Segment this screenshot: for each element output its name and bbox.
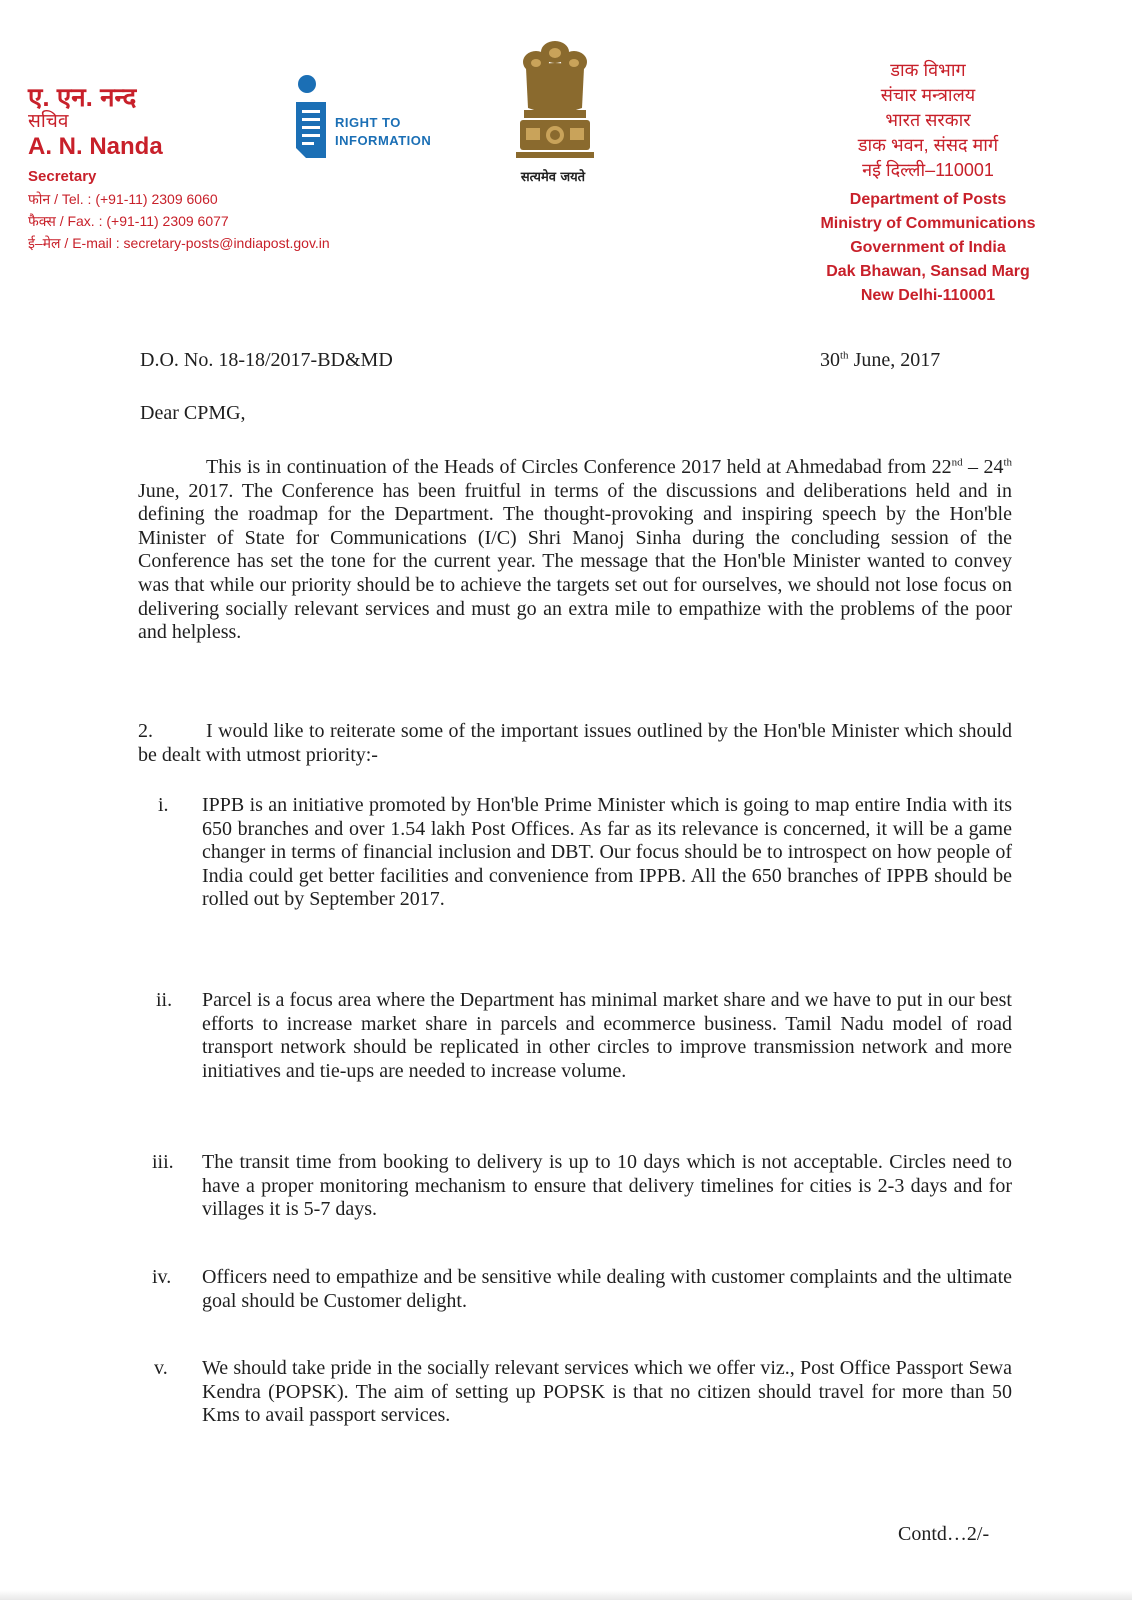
list-item-text: Officers need to empathize and be sensitive while dealing with customer complaints and the ultimate goal should be Customer delight. [202,1266,1012,1312]
list-item-text: We should take pride in the socially relevant services which we offer viz., Post Office Passport Sewa Kendra (POPSK). The aim of setting up POPSK is that no citizen should travel for more than 50 Kms to avail passport services. [202,1357,1012,1427]
dept-english-line-5: New Delhi-110001 [860,287,996,304]
list-item-text: Parcel is a focus area where the Department has minimal market share and we have to put in our best efforts to increase market share in parcels and ecommerce business. Tamil Nadu model of road transport network should be replicated in other circles to improve transmission network and more initiatives and tie-ups are needed to increase volume. [202,989,1012,1082]
list-item-number: ii. [156,989,173,1011]
date-suffix: th [840,349,849,362]
emblem-motto: सत्यमेव जयते [520,170,586,185]
rti-logo-text [335,114,431,150]
list-item-text: IPPB is an initiative promoted by Hon'ble Prime Minister which is going to map entire India with its 650 branches and over 1.54 lakh Post Offices. As far as its relevance is concerned, it will be a game changer in terms of financial inclusion and DBT. Our focus should be to introspect on how people of India could get better facilities and convenience from IPPB. All the 650 branches of IPPB should be rolled out by September 2017. [202,794,1012,911]
dept-hindi-line-3: भारत सरकार [885,110,971,130]
list-item [140,1357,1012,1428]
date-rest: June, 2017 [848,349,941,371]
para1-b: – 24 [962,456,1004,478]
list-item-number: iii. [152,1151,174,1173]
continued-marker: Contd…2/- [898,1523,990,1545]
dept-hindi-line-4: डाक भवन, संसद मार्ग [857,135,999,155]
dept-english-line-1: Department of Posts [849,191,1007,208]
scan-edge [0,1590,1132,1600]
rti-line-1: RIGHT TO [335,115,401,130]
dept-hindi-line-2: संचार मन्त्रालय [880,85,976,105]
sender-hindi-name: ए. एन. नन्द [28,82,137,112]
sender-hindi-title: सचिव [28,111,69,132]
sender-name: A. N. Nanda [28,133,163,160]
para2-number: 2. [138,720,153,742]
sender-phone: फोन / Tel. : (+91-11) 2309 6060 [28,191,218,207]
list-item-number: iv. [152,1266,172,1288]
sender-fax: फैक्स / Fax. : (+91-11) 2309 6077 [28,213,229,229]
list-item-number: v. [154,1357,168,1379]
sender-email: ई–मेल / E-mail : secretary-posts@indiapost.gov.in [28,235,330,251]
para1-sup2: th [1003,456,1012,469]
dept-hindi-line-1: डाक विभाग [890,60,966,80]
salutation: Dear CPMG, [140,402,246,424]
paragraph-1 [138,456,1012,645]
para1-c: June, 2017. The Conference has been fruitful in terms of the discussions and deliberations held and in defining the roadmap for the Department. The thought-provoking and inspiring speech by the Hon'ble Minister of State for Communications (I/C) Shri Manoj Sinha during the concluding session of the Conference has set the tone for the current year. The message that the Hon'ble Minister wanted to convey was that while our priority should be to achieve the targets set out for ourselves, we should not lose focus on delivering socially relevant services and must go an extra mile to empathize with the problems of the poor and helpless. [138,479,1012,644]
dept-english-line-2: Ministry of Communications [820,215,1036,232]
list-item-text: The transit time from booking to delivery is up to 10 days which is not acceptable. Circles need to have a proper monitoring mechanism to ensure that delivery timelines for cities is 2-3 days and for villages it is 5-7 days. [202,1151,1012,1221]
rti-line-2: INFORMATION [335,133,432,148]
list-item [140,1151,1012,1222]
dept-english-line-4: Dak Bhawan, Sansad Marg [826,263,1030,280]
para1-a: This is in continuation of the Heads of Circles Conference 2017 held at Ahmedabad from 22 [206,456,952,478]
list-item-number: i. [158,794,169,816]
reference-number: D.O. No. 18-18/2017-BD&MD [140,349,393,371]
letter-date [820,349,940,372]
list-item [140,1266,1012,1313]
list-item [140,794,1012,912]
dept-hindi-line-5: नई दिल्ली–110001 [862,160,994,180]
national-emblem-icon [512,38,598,166]
para1-sup1: nd [951,456,963,469]
list-item [140,989,1012,1083]
sender-title: Secretary [28,168,97,185]
dept-english-line-3: Government of India [850,239,1006,256]
date-day: 30 [820,349,840,371]
para2-text: I would like to reiterate some of the important issues outlined by the Hon'ble Minister which should be dealt with utmost priority:- [138,720,1012,766]
paragraph-2 [138,720,1012,767]
